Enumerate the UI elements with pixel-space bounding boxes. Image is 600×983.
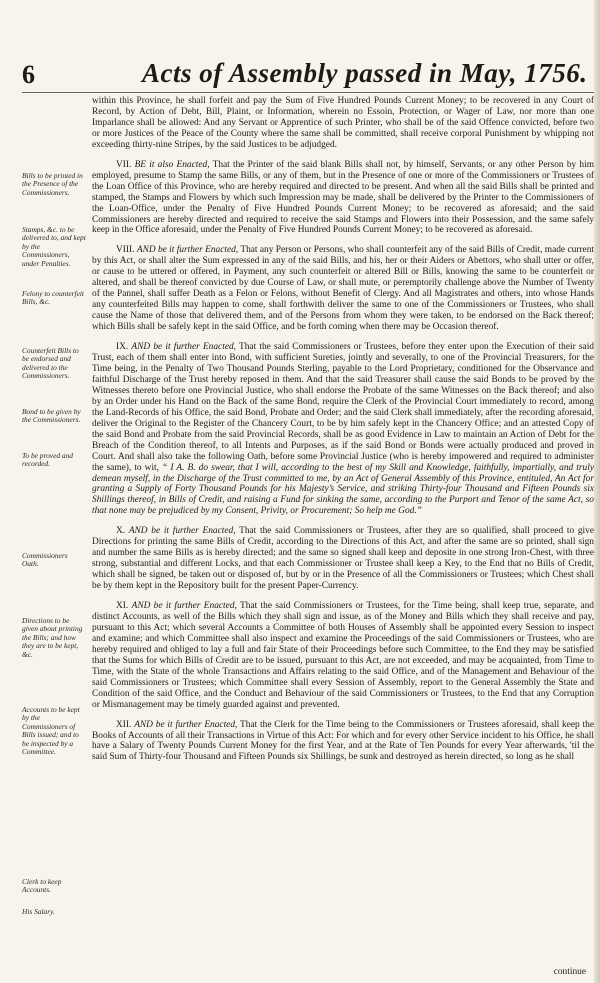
enacting-phrase: AND be it further Enacted, [128, 526, 236, 537]
enacting-phrase: BE it also Enacted, [134, 159, 210, 170]
margin-note: Counterfeit Bills to be endorsed and delivered to the Commissioners. [22, 346, 79, 381]
body-text [92, 96, 594, 772]
margin-note: His Salary. [22, 907, 55, 916]
section-number: VII. [116, 159, 132, 170]
section-8 [92, 245, 594, 333]
section-7 [92, 160, 594, 237]
section-11 [92, 601, 594, 711]
catchword: continue [553, 967, 586, 977]
margin-note: Commissioners Oath. [22, 551, 68, 569]
enacting-phrase: AND be it further Enacted, [131, 342, 237, 353]
margin-note: Stamps, &c. to be delivered to, and kept by the Commissioners, under Penalties. [22, 225, 86, 268]
margin-note: Directions to be given about printing the Bills; and how they are to be kept, &c. [22, 616, 83, 659]
section-text: That the said Commissioners or Trustees, after they are so qualified, shall proceed to give Directions for printing the same Bills of Credit, according to the Directions of this Act, and after the same are so printed, shall sign and number the same Bills as is hereby directed; and the same so signed shall keep and deposite in one strong Iron-Chest, with three strong, substantial and different Locks, and that each Commissioner or Trustee shall keep a Key, to the End that no Bills of Credit, which shall be signed, be taken out or disposed of, but by or in the Presence of all the Commissioners or Trustees; which Chest shall be by them kept in the Repository built for the present Paper-Currency. [92, 526, 594, 592]
section-text: That the Printer of the said blank Bills shall not, by himself, Servants, or any other Person by him employed, presume to Stamp the same Bills, or any of them, but in the Presence of one or more of the Commissioners or Trustees of the Loan Office of this Province, who are hereby required and directed to be present. And when all the said Bills shall be printed and stamped, the Stamps and Flowers by which such Impression may be made, shall be delivered by the Printer to the Commissioners of the Loan-Office, under the Penalty of Five Hundred Pounds Current Money; to be recovered as aforesaid; and the said Commissioners are hereby directed and required to receive the said Stamps and Flowers into their Possession, and the same safely keep in the Office aforesaid, under the Penalty of Five Hundred Pounds Current Money; to be recovered as aforesaid. [92, 159, 594, 236]
section-number: XII. [116, 719, 132, 730]
section-12 [92, 720, 594, 764]
section-text: That any Person or Persons, who shall counterfeit any of the said Bills of Credit, made current by this Act, or shall alter the Sum expressed in any of the said Bills, and his, her or their Aiders or Abettors, who shall utter or offer, or cause to be uttered or offered, in Payment, any such counterfeit or altered Bill or Bills, knowing the same to be counterfeit or altered, and shall be thereof convicted by due Course of Law, or shall mute, or peremptorily challenge above the Number of Twenty of the Pannel, shall suffer Death as a Felon or Felons, without Benefit of Clergy. And all Magistrates and others, into whose Hands any counterfeited Bills may happen to come, shall forthwith deliver the same to one of the Commissioners or Trustees, who shall cause the Name of those that delivered them, and of the Persons from whom they were taken, to be endorsed on the Back thereof; which Bills shall be safely kept in the said Office, and be forth coming when there may be Occasion thereof. [92, 245, 594, 333]
margin-note: Bills to be printed in the Presence of the Commissioners. [22, 171, 83, 197]
margin-note: Clerk to keep Accounts. [22, 877, 62, 895]
section-9 [92, 342, 594, 517]
page-number: 6 [22, 60, 35, 89]
running-head: Acts of Assembly passed in May, 1756. [142, 58, 588, 88]
section-number: IX. [116, 342, 129, 353]
section-number: VIII. [116, 245, 135, 256]
section-text: That the said Commissioners or Trustees, before they enter upon the Execution of their said Trust, each of them shall enter into Bond, with sufficient Sureties, jointly and severally, to one of the Provincial Treasurers, for the Time being, in the Penalty of Two Thousand Pounds Sterling, payable to the Lord Proprietary, conditioned for the Observance and faithful Discharge of the Trust hereby reposed in them. And that the said Treasurer shall cause the said Bonds to be proved by the Witnesses thereto before one Provincial Justice, who shall endorse the Probate of the same Witnesses on the Back thereof; and also by an Order under his Hand on the Back of the same Bond, require the Clerk of the Provincial Court immediately to record, among the Land-Records of his Office, the said Bond, Probate and Order; and the said Clerk shall immediately, after the recording aforesaid, deliver the Original to the Register of the Chancery Court, to be by him safely kept in the Chancery Office; and an attested Copy of the said Bond and Probate from the said Provincial Records, shall be as good Evidence in Law to maintain an Action of Debt for the Breach of the Condition thereof, to all Intents and Purposes, as if the said Bond or Bonds were actually produced and proved in Court. And shall also take the following Oath, before some Provincial Justice (who is hereby impowered and required to administer the same), to wit, [92, 342, 594, 473]
section-text: That the said Commissioners or Trustees, for the Time being, shall keep true, separate, and distinct Accounts, as well of the Bills which they shall sign and issue, as of the Money and Bills which they shall receive and pay, pursuant to this Act; which several Accounts a Committee of both Houses of Assembly shall be appointed every Session to inspect and examine; and which Committee shall also inspect and examine the Proceedings of the said Commissioners or Trustees, who are hereby required and obliged to lay a full and fair State of their Proceedings before such Committee, to the End they may be satisfied that the Sums for which Bills of Credit are to be issued, pursuant to this Act, are not exceeded, and may be acquainted, from Time to Time, with the State of the whole Transactions and Affairs relating to the said Office, and of the Management and Behaviour of the said Commissioners or Trustees; which Committee shall every Session of Assembly, report to the General Assembly the State and Condition of the said Office, and the Conduct and Behaviour of the said Commissioners or Trustees, to the End that any Corruption or Mismanagement may be timely guarded against and prevented. [92, 601, 594, 710]
enacting-phrase: AND be it further Enacted, [136, 245, 239, 256]
enacting-phrase: AND be it further Enacted, [134, 719, 238, 730]
section-10 [92, 526, 594, 592]
margin-note: Felony to counterfeit Bills, &c. [22, 289, 84, 307]
section-text: That the Clerk for the Time being to the Commissioners or Trustees aforesaid, shall keep the Books of Accounts of all their Transactions in Virtue of this Act: For which and for every other Service incident to his Office, he shall have a Salary of Twenty Pounds Current Money for the first Year, and at the Rate of Ten Pounds for every Year afterwards, 'til the said Sum of Thirty-four Thousand and Fifteen Pounds six Shillings, be sunk and destroyed as herein directed, so long as he shall [92, 719, 594, 763]
section-number: XI. [116, 601, 129, 612]
page-header [22, 52, 588, 92]
margin-note: To be proved and recorded. [22, 451, 73, 469]
page-edge [594, 0, 600, 983]
section-number: X. [116, 526, 126, 537]
margin-note: Accounts to be kept by the Commissioners of Bills issued; and to be inspected by a Committee. [22, 705, 80, 757]
margin-note: Bond to be given by the Commissioners. [22, 407, 81, 425]
oath-text: “ I A. B. do swear, that I will, according to the best of my Skill and Knowledge, faithfully, impartially, and truly demean myself, in the Discharge of the Trust committed to me, by an Act of General Assembly of this Province, entituled, An Act for granting a Supply of Forty Thousand Pounds for his Majesty’s Service, and striking Thirty-four Thousand and Fifteen Pounds six Shillings thereof, in Bills of Credit, and raising a Fund for sinking the same, according to the Purport and Tenor of the same Act, so that none may be prejudiced by my Consent, Privity, or Procurement; So help me God.” [92, 462, 594, 517]
paragraph-continued: within this Province, he shall forfeit and pay the Sum of Five Hundred Pounds Current Money; to be recovered in any Court of Record, by Action of Debt, Bill, Plaint, or Information, wherein no Essoin, Protection, or Wager of Law, nor more than one Imparlance shall be allowed: And any Servant or Apprentice of such Printer, who shall be of the said Offence convicted, before two or more Justices of the Peace of the County where the same shall be committed, shall receive corporal Punishment by whipping not exceeding thirty-nine Stripes, by the said Justices to be adjudged. [92, 96, 594, 150]
enacting-phrase: AND be it further Enacted, [131, 601, 237, 612]
header-rule [22, 92, 594, 93]
